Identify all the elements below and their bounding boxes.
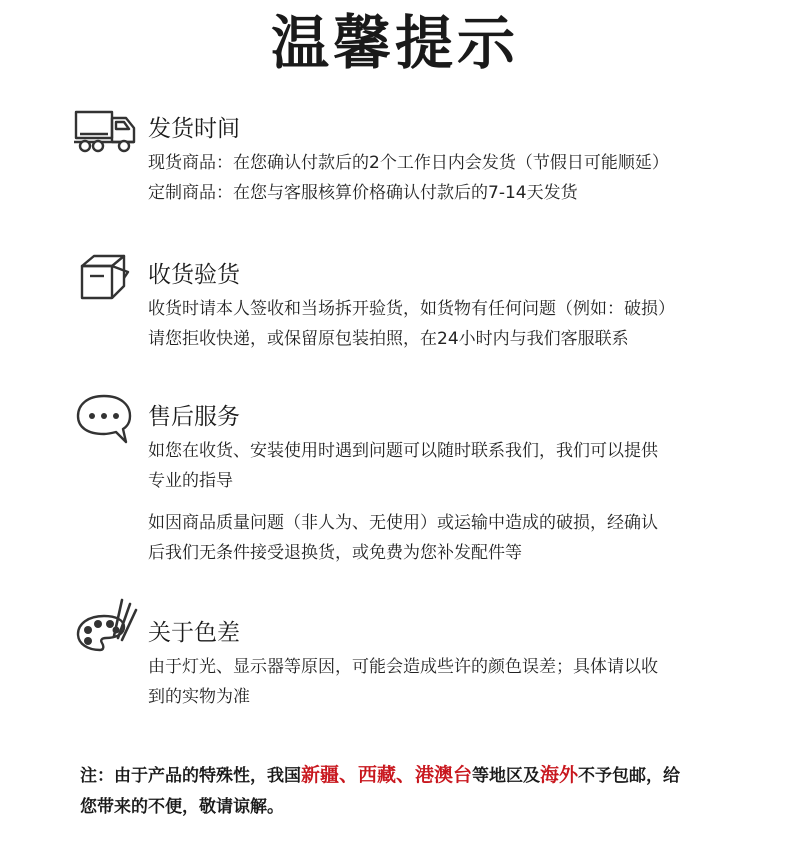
note-text: 不予包邮，给 <box>578 766 681 786</box>
chat-bubble-icon <box>72 392 138 448</box>
body-line: 定制商品：在您与客服核算价格确认付款后的7-14天发货 <box>148 183 578 203</box>
note-highlight-overseas: 海外 <box>540 764 579 786</box>
body-line: 由于灯光、显示器等原因，可能会造成些许的颜色误差；具体请以收 <box>148 657 658 677</box>
section-heading: 关于色差 <box>148 620 240 646</box>
body-line: 后我们无条件接受退换货，或免费为您补发配件等 <box>148 543 522 563</box>
section-heading: 发货时间 <box>148 116 240 142</box>
box-icon <box>72 248 138 304</box>
body-line: 如您在收货、安装使用时遇到问题可以随时联系我们，我们可以提供 <box>148 441 658 461</box>
shipping-note <box>80 760 730 823</box>
section-heading: 收货验货 <box>148 262 240 288</box>
body-line: 收货时请本人签收和当场拆开验货，如货物有任何问题（例如：破损） <box>148 299 675 319</box>
palette-icon <box>72 594 138 660</box>
body-line: 到的实物为准 <box>148 687 250 707</box>
note-text: 注：由于产品的特殊性，我国 <box>80 766 301 786</box>
truck-icon <box>72 104 138 160</box>
body-line: 专业的指导 <box>148 471 233 491</box>
note-highlight-regions: 新疆、西藏、港澳台 <box>301 764 473 786</box>
note-text: 等地区及 <box>472 766 541 786</box>
body-line: 如因商品质量问题（非人为、无使用）或运输中造成的破损，经确认 <box>148 513 658 533</box>
body-line: 请您拒收快递，或保留原包装拍照，在24小时内与我们客服联系 <box>148 329 629 349</box>
body-line: 现货商品：在您确认付款后的2个工作日内会发货（节假日可能顺延） <box>148 153 669 173</box>
page-title: 温馨提示 <box>270 9 519 77</box>
note-text: 您带来的不便，敬请谅解。 <box>80 797 284 817</box>
section-heading: 售后服务 <box>148 404 240 430</box>
